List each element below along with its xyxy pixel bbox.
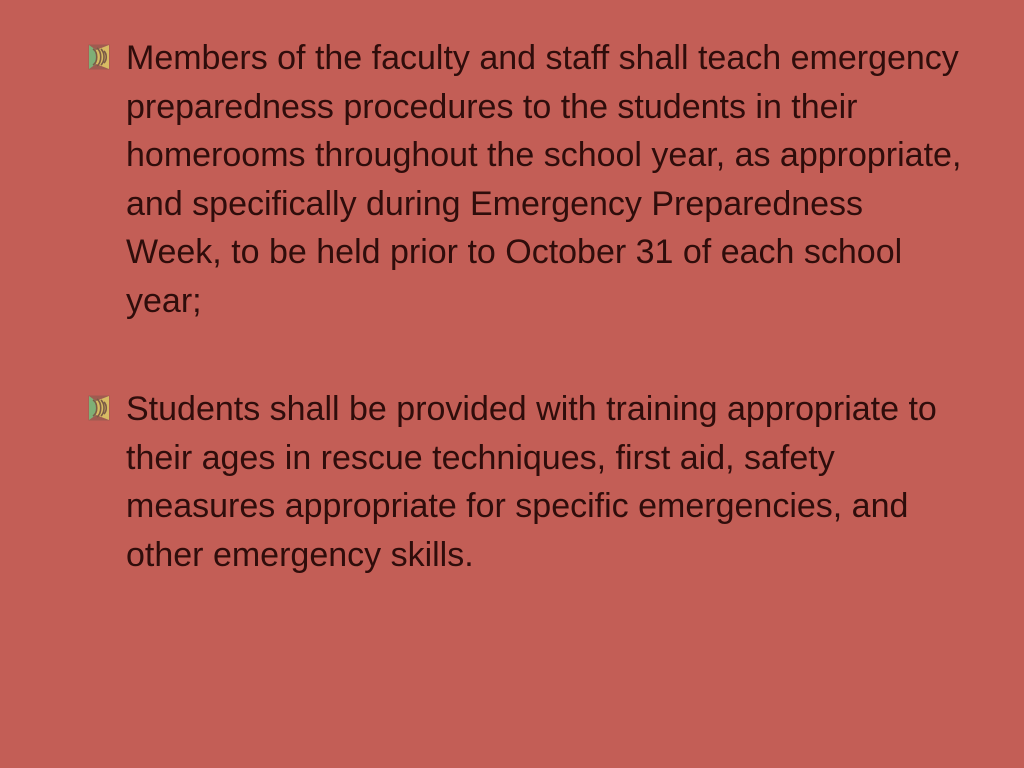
bullet-text: Members of the faculty and staff shall teach emergency preparedness procedures to the students in their homerooms throughout the school year, as appropriate, and specifically during Emergency Preparedness Week, to be held prior to October 31 of each school year; [126,39,962,320]
decorative-bullet-icon [88,44,110,70]
bullet-item [88,34,968,325]
bullet-item [88,385,968,579]
decorative-bullet-icon [88,395,110,421]
bullet-list [88,34,968,579]
bullet-text: Students shall be provided with training appropriate to their ages in rescue techniques, first aid, safety measures appropriate for specific emergencies, and other emergency skills. [126,390,937,574]
